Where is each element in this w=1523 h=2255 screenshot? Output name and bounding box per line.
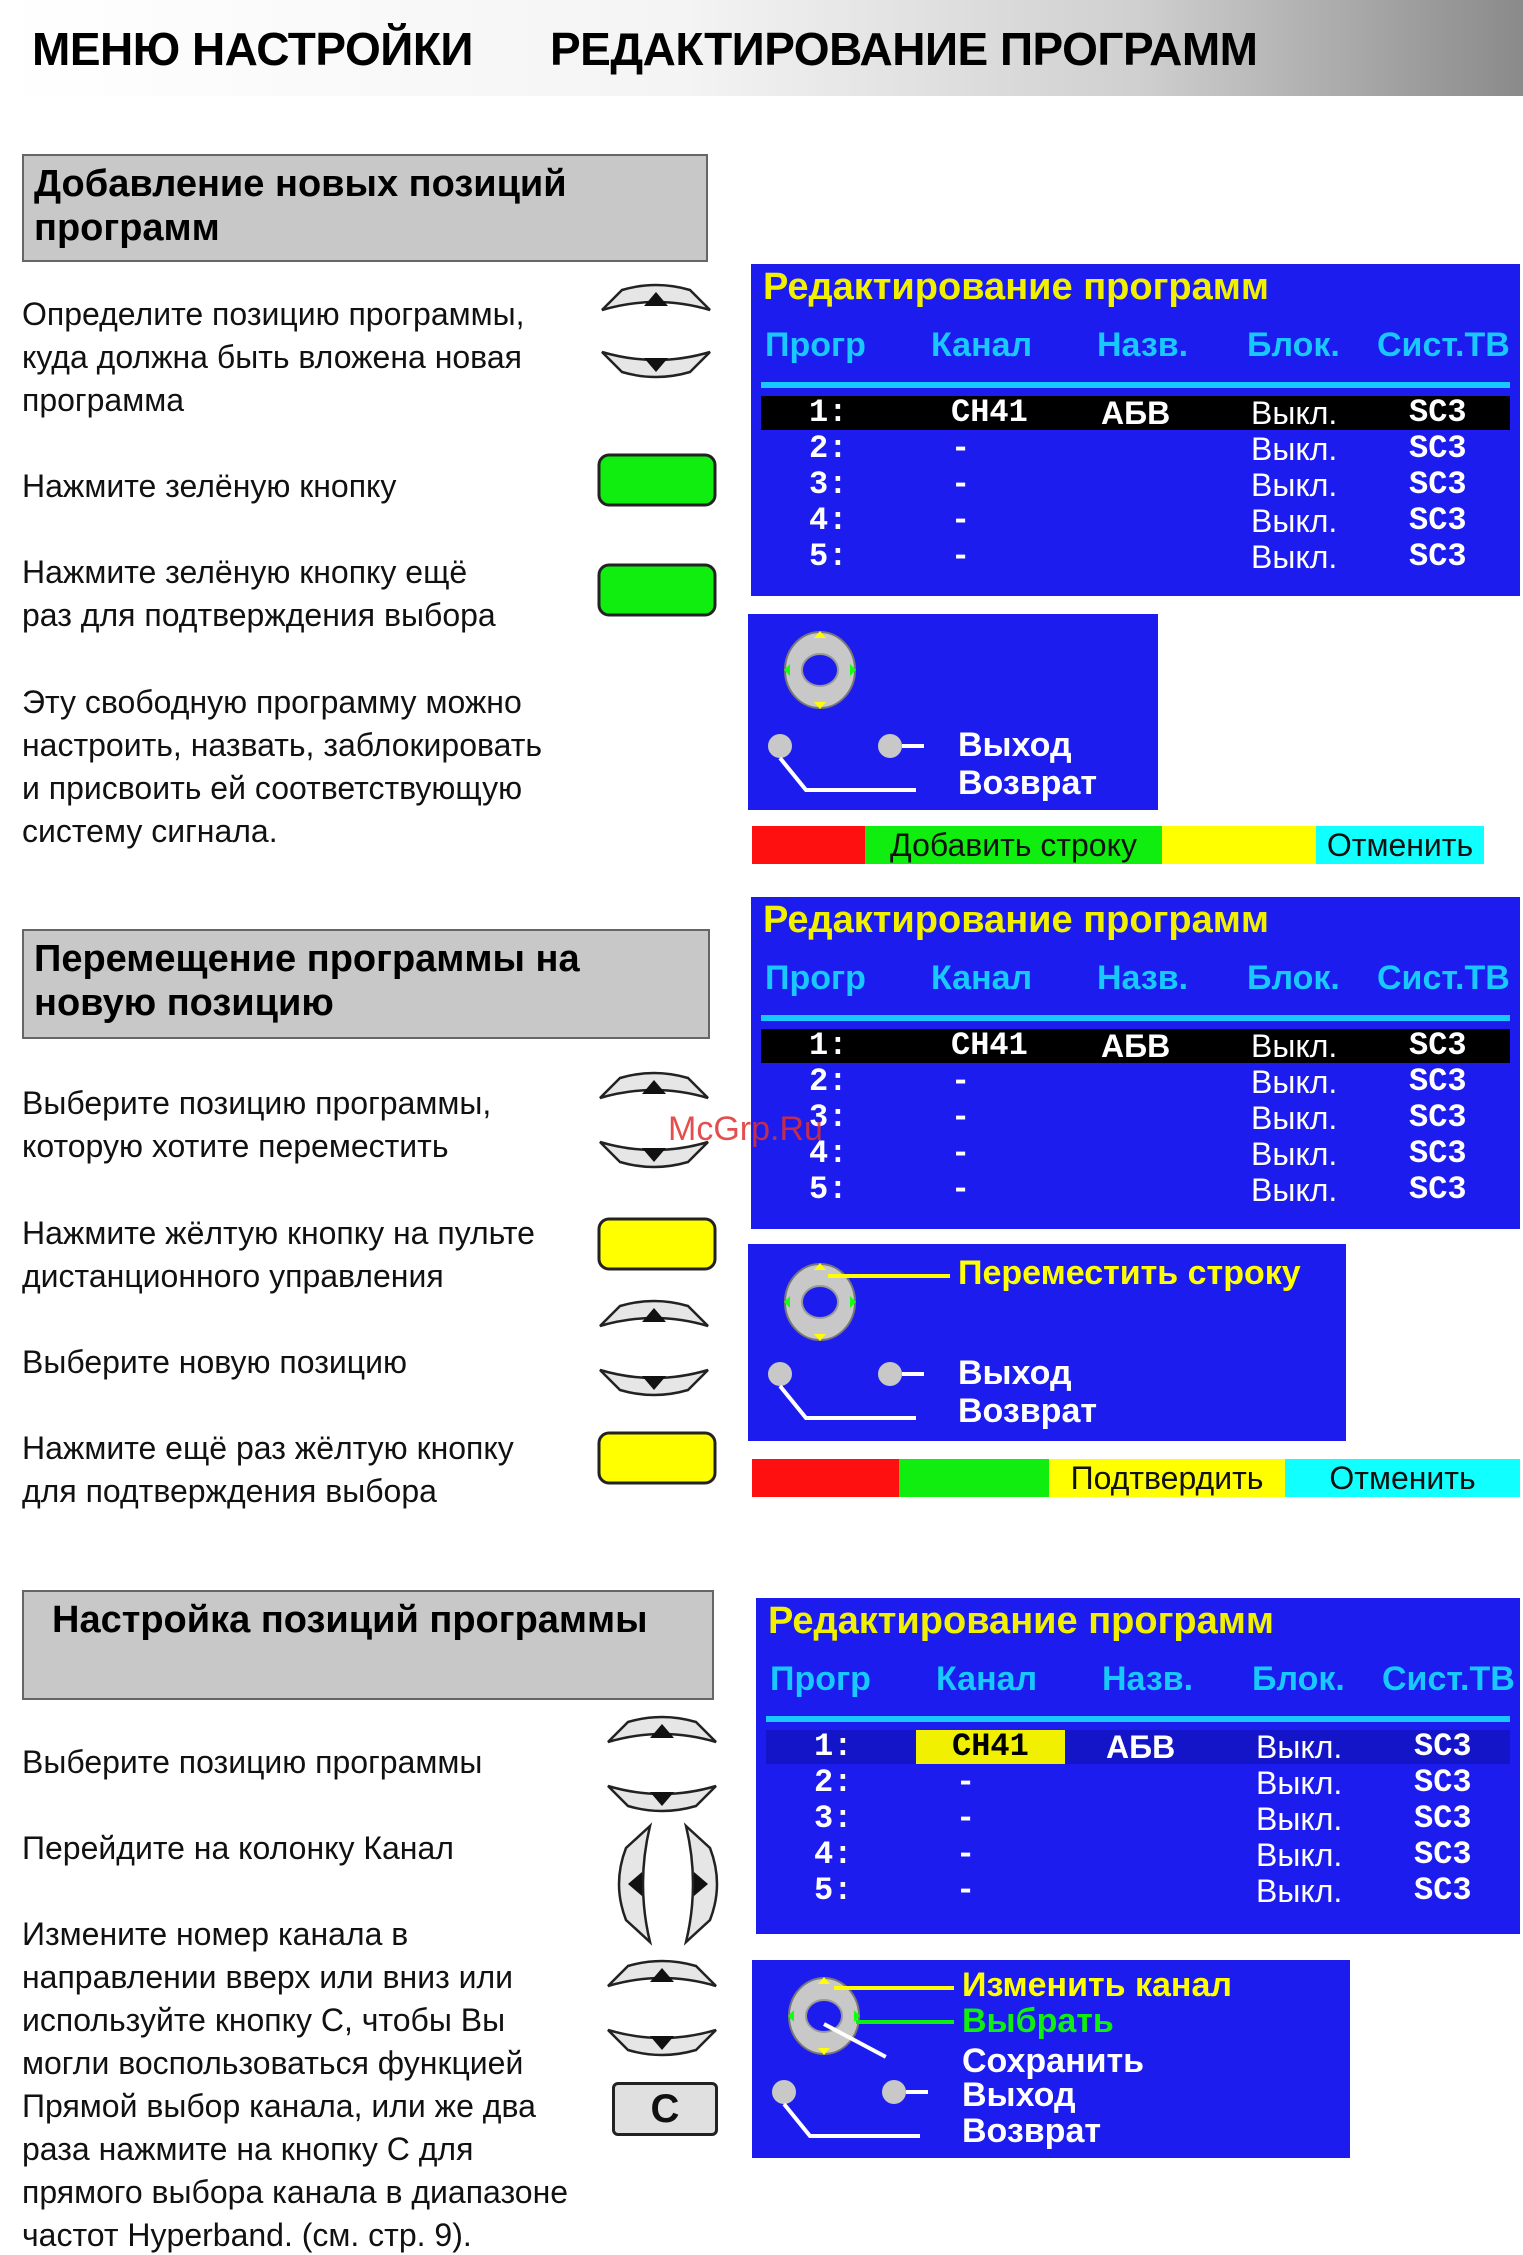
green-key-label[interactable]	[899, 1459, 1049, 1497]
row-lock: Выкл.	[1251, 1028, 1338, 1064]
row-num: 5:	[814, 1872, 853, 1909]
col-header-lock: Блок.	[1252, 1660, 1345, 1698]
row-num: 3:	[809, 466, 848, 503]
table-row[interactable]	[761, 1065, 1510, 1099]
table-row[interactable]	[761, 432, 1510, 466]
header-separator	[761, 1015, 1510, 1021]
section-add-title: Добавление новых позиций программ	[22, 154, 708, 262]
col-header-channel: Канал	[936, 1660, 1038, 1698]
page-header	[0, 0, 1523, 96]
row-num: 4:	[814, 1836, 853, 1873]
row-num: 1:	[809, 1027, 848, 1064]
watermark: McGrp.Ru	[668, 1110, 823, 1148]
col-header-prog: Прогр	[770, 1660, 871, 1698]
row-system: SC3	[1414, 1836, 1472, 1873]
row-channel: -	[956, 1764, 976, 1801]
row-channel: -	[956, 1836, 976, 1873]
col-header-name: Назв.	[1097, 959, 1189, 997]
row-num: 3:	[814, 1800, 853, 1837]
row-system: SC3	[1409, 1099, 1467, 1136]
step-text: Нажмите зелёную кнопку	[22, 468, 397, 504]
row-lock: Выкл.	[1251, 1136, 1338, 1172]
row-system: SC3	[1409, 430, 1467, 467]
row-channel: CH41	[951, 1027, 1028, 1064]
col-header-channel: Канал	[931, 326, 1033, 364]
row-channel: -	[951, 538, 971, 575]
button-dot-icon	[876, 1362, 924, 1388]
row-name: АБВ	[1101, 395, 1171, 431]
table-row[interactable]	[766, 1730, 1510, 1764]
green-key-icon[interactable]	[596, 562, 718, 618]
col-header-lock: Блок.	[1247, 326, 1340, 364]
row-num: 4:	[809, 1135, 848, 1172]
row-channel: -	[951, 1099, 971, 1136]
row-num: 2:	[809, 430, 848, 467]
step-text: Выберите новую позицию	[22, 1344, 407, 1380]
up-key-icon[interactable]	[596, 1062, 712, 1114]
c-key-button[interactable]: C	[612, 2082, 718, 2136]
dpad-icon	[782, 1260, 858, 1344]
dpad-icon	[782, 628, 858, 712]
row-num: 5:	[809, 538, 848, 575]
nav-move-label: Переместить строку	[958, 1254, 1301, 1292]
screen-title: Редактирование программ	[768, 1600, 1274, 1642]
table-row[interactable]	[761, 1173, 1510, 1207]
program-edit-screen	[751, 897, 1520, 1229]
row-name: АБВ	[1101, 1028, 1171, 1064]
row-channel: -	[956, 1800, 976, 1837]
col-header-prog: Прогр	[765, 959, 866, 997]
row-name: АБВ	[1106, 1729, 1176, 1765]
row-lock: Выкл.	[1256, 1765, 1343, 1801]
program-edit-screen	[751, 264, 1520, 596]
row-lock: Выкл.	[1251, 467, 1338, 503]
step-text: Нажмите зелёную кнопку ещё раз для подтверждения выбора	[22, 554, 496, 633]
up-key-icon[interactable]	[604, 1706, 720, 1758]
left-right-keys-icon[interactable]	[610, 1822, 726, 1946]
nav-save-label: Сохранить	[962, 2042, 1145, 2080]
row-system: SC3	[1414, 1800, 1472, 1837]
down-key-icon[interactable]	[604, 1770, 720, 1822]
table-row[interactable]	[761, 1101, 1510, 1135]
row-lock: Выкл.	[1256, 1873, 1343, 1909]
row-system: SC3	[1409, 502, 1467, 539]
nav-help-panel	[748, 614, 1158, 810]
table-row[interactable]	[761, 1137, 1510, 1171]
screen-title: Редактирование программ	[763, 899, 1269, 941]
section-move-title: Перемещение программы на новую позицию	[22, 929, 710, 1039]
pointer-line	[856, 2020, 954, 2024]
row-system: SC3	[1409, 1027, 1467, 1064]
table-row[interactable]	[761, 396, 1510, 430]
col-header-name: Назв.	[1102, 1660, 1194, 1698]
step-text: Эту свободную программу можно настроить, назвать, заблокировать и присвоить ей соответствующую систему сигнала.	[22, 684, 543, 849]
row-channel: CH41	[951, 394, 1028, 431]
yellow-key-icon[interactable]	[596, 1216, 718, 1272]
yellow-key-label[interactable]	[1162, 826, 1316, 864]
nav-exit-label: Выход	[958, 726, 1072, 764]
button-dot-icon	[876, 734, 924, 760]
row-channel: -	[951, 502, 971, 539]
row-num: 4:	[809, 502, 848, 539]
up-key-icon[interactable]	[596, 1290, 712, 1342]
row-num: 2:	[814, 1764, 853, 1801]
nav-help-panel	[748, 1244, 1346, 1441]
row-lock: Выкл.	[1251, 431, 1338, 467]
row-num: 1:	[814, 1728, 853, 1765]
row-num: 2:	[809, 1063, 848, 1100]
row-channel-highlighted[interactable]: CH41	[916, 1730, 1065, 1764]
row-lock: Выкл.	[1251, 1172, 1338, 1208]
down-key-icon[interactable]	[604, 2014, 720, 2066]
button-dot-icon	[880, 2080, 928, 2106]
color-key-bar	[752, 826, 1484, 864]
step-text: Выберите позицию программы	[22, 1744, 483, 1780]
nav-help-panel	[752, 1960, 1350, 2158]
step-text: Нажмите ещё раз жёлтую кнопку для подтверждения выбора	[22, 1430, 514, 1509]
col-header-name: Назв.	[1097, 326, 1189, 364]
col-header-system: Сист.ТВ	[1382, 1660, 1515, 1698]
table-row[interactable]	[761, 540, 1510, 574]
step-text: Измените номер канала в направлении вверх или вниз или используйте кнопку С, чтобы Вы могли воспользоваться функцией Прямой выбор канала, или же два раза нажмите на кнопку С для прямого выбора канала в диапазоне частот Hyperband. (см. стр. 9).	[22, 1916, 569, 2253]
nav-exit-label: Выход	[962, 2076, 1076, 2114]
green-key-icon[interactable]	[596, 452, 718, 508]
pointer-line	[834, 1986, 954, 1990]
table-row[interactable]	[766, 1874, 1510, 1908]
row-lock: Выкл.	[1251, 1100, 1338, 1136]
table-row[interactable]	[761, 468, 1510, 502]
green-key-label[interactable]: Добавить строку	[865, 826, 1162, 864]
section-tune-title: Настройка позиций программы	[22, 1590, 714, 1700]
nav-back-label: Возврат	[958, 1392, 1098, 1430]
program-edit-screen	[756, 1598, 1520, 1934]
row-channel: -	[951, 1171, 971, 1208]
row-channel: -	[951, 1135, 971, 1172]
table-row[interactable]	[761, 504, 1510, 538]
step-text: Перейдите на колонку Канал	[22, 1830, 454, 1866]
up-key-icon[interactable]	[604, 1950, 720, 2002]
nav-back-label: Возврат	[962, 2112, 1102, 2150]
row-channel: -	[951, 1063, 971, 1100]
cyan-key-label[interactable]: Отменить	[1316, 826, 1484, 864]
row-lock: Выкл.	[1256, 1837, 1343, 1873]
col-header-channel: Канал	[931, 959, 1033, 997]
row-channel: -	[951, 430, 971, 467]
row-system: SC3	[1409, 394, 1467, 431]
pointer-line	[828, 1274, 950, 1278]
row-lock: Выкл.	[1256, 1801, 1343, 1837]
row-lock: Выкл.	[1251, 395, 1338, 431]
cyan-key-label[interactable]: Отменить	[1285, 1459, 1520, 1497]
row-channel: -	[956, 1872, 976, 1909]
header-title-right: РЕДАКТИРОВАНИЕ ПРОГРАММ	[550, 23, 1258, 75]
row-lock: Выкл.	[1256, 1729, 1343, 1765]
table-row[interactable]	[766, 1802, 1510, 1836]
row-lock: Выкл.	[1251, 1064, 1338, 1100]
row-channel: -	[951, 466, 971, 503]
step-text: Нажмите жёлтую кнопку на пульте дистанционного управления	[22, 1215, 535, 1294]
nav-change-label: Изменить канал	[962, 1966, 1232, 2004]
step-text: Определите позицию программы, куда должна быть вложена новая программа	[22, 296, 525, 418]
col-header-prog: Прогр	[765, 326, 866, 364]
row-system: SC3	[1409, 1063, 1467, 1100]
color-key-bar	[752, 1459, 1520, 1497]
red-key-label[interactable]	[752, 826, 865, 864]
screen-title: Редактирование программ	[763, 266, 1269, 308]
row-lock: Выкл.	[1251, 503, 1338, 539]
down-key-icon[interactable]	[598, 336, 714, 388]
col-header-system: Сист.ТВ	[1377, 326, 1510, 364]
nav-select-label: Выбрать	[962, 2002, 1114, 2040]
nav-back-label: Возврат	[958, 764, 1098, 802]
table-row[interactable]	[766, 1766, 1510, 1800]
yellow-key-label[interactable]: Подтвердить	[1049, 1459, 1285, 1497]
row-num: 5:	[809, 1171, 848, 1208]
table-row[interactable]	[766, 1838, 1510, 1872]
header-separator	[761, 382, 1510, 388]
row-system: SC3	[1409, 538, 1467, 575]
table-row[interactable]	[761, 1029, 1510, 1063]
step-text: Выберите позицию программы, которую хотите переместить	[22, 1085, 492, 1164]
row-system: SC3	[1414, 1728, 1472, 1765]
row-system: SC3	[1409, 1135, 1467, 1172]
yellow-key-icon[interactable]	[596, 1430, 718, 1486]
row-system: SC3	[1414, 1872, 1472, 1909]
row-num: 1:	[809, 394, 848, 431]
row-lock: Выкл.	[1251, 539, 1338, 575]
row-system: SC3	[1409, 1171, 1467, 1208]
row-system: SC3	[1414, 1764, 1472, 1801]
row-num: 3:	[809, 1099, 848, 1136]
nav-exit-label: Выход	[958, 1354, 1072, 1392]
col-header-lock: Блок.	[1247, 959, 1340, 997]
red-key-label[interactable]	[752, 1459, 899, 1497]
down-key-icon[interactable]	[596, 1354, 712, 1406]
col-header-system: Сист.ТВ	[1377, 959, 1510, 997]
up-key-icon[interactable]	[598, 274, 714, 326]
header-separator	[766, 1716, 1510, 1722]
row-system: SC3	[1409, 466, 1467, 503]
header-title-left: МЕНЮ НАСТРОЙКИ	[32, 23, 473, 75]
